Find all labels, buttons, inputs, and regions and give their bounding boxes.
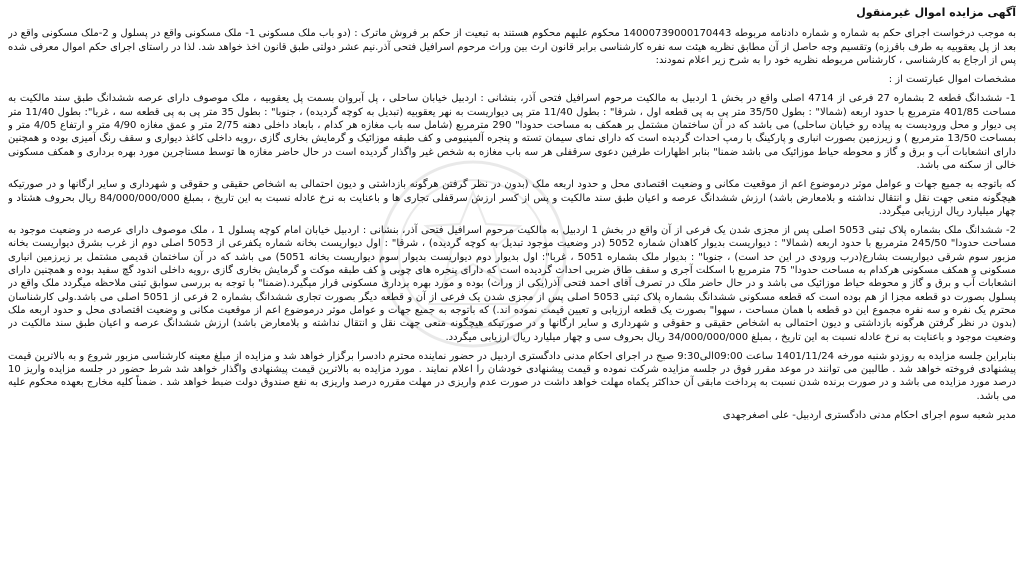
auction-session-notice: بنابراین جلسه مزایده به روزدو شنبه مورخه 1401/11/24 ساعت 09:00الی9:30 صبح در اجرای احکام مدنی دادگستری اردبیل در حضور نماینده محترم دادسرا برگزار خواهد شد و مزایده از مبلغ معینه کارشناسی مزبور شروع و به بالاترین قیمت پیشنهادی فروخته خواهد شد . طالبین می توانند در موعد مقرر فوق در جلسه مزایده شرکت نموده و قیمت پیشنهادی خودشان را اعلام نمایند . مورد مزایده به بالاترین قیمت پیشنهادی واگذار خواهد شد شرط حضور در جلسه مزایده واریز 10 درصد مورد مزایده می باشد و در صورت برنده شدن نسبت به پرداخت مابقی آن حداکثر یکماه مهلت خواهد داشت در صورت عدم واریزی در مهلت مقرره درصد واریزی به نفع صندوق دولت ضبط خواهد شد . ضمناً کلیه مخارج بعهده محکوم علیه می باشد.: [8, 350, 1016, 402]
property-item-1: 1- ششدانگ قطعه 2 بشماره 27 فرعی از 4714 اصلی واقع در بخش 1 اردبیل به مالکیت مرحوم اسرافیل فتحی آذر، بنشانی : اردبیل خیابان ساحلی ، پل آبروان بسمت پل یعقوبیه ، ملک موصوف دارای عرصه ششدانگ طبق سند مالکیت به مساحت 401/85 مترمربع با حدود اربعه (شمالا" : بطول 35/50 متر پی به پی قطعه اول ، شرقا" : بطول 11/40 متر پی دیواریست به نهر یعقوبیه (تبدیل به کوچه گردیده) ، جنوبا" : بطول 35 متر پی به پی قطعه سه ، غربا": بطول 11/40 متر پی دیوار و محل ورودیست به پیاده رو خیابان ساحلی) می باشد که در آن ساختمان مشتمل بر همکف به مساحت حدودا" 290 مترمربع (شامل سه باب مغازه هر کدام ، بابعاد داخلی دهنه 2/75 متر و عمق مغازه 4/90 متر و ارتفاع 4/05 متر و بمساحت 13/50 مترمربع ) و زیرزمین بصورت انباری و پارکینگ با رمپ احداث گردیده است که دارای نمای سیمان تسته و پنجره آلمینیومی و کف طبقه موزائیک و گرمایش بخاری گازی ،رویه داخلی کاغذ دیواری و سقف رنگ آمیزی بوده و همچنین دارای انشعابات آب و برق و گاز و محوطه حیاط موزائیک می باشد ضمنا" بنابر اظهارات طرفین دعوی سرقفلی هر سه باب مغازه به شخص غیر واگذار گردیده است در حال حاضر مغازه ها توسط مستاجرین مورد بهره برداری و همکف مسکونی خالی از سکنه می باشد.: [8, 93, 1016, 171]
property-specs-heading: مشخصات اموال عبارتست از :: [888, 74, 1016, 86]
document-title: آگهی مزایده اموال غیرمنقول: [856, 6, 1016, 19]
property-item-1-valuation: که باتوجه به جمیع جهات و عوامل موثر درموضوع اعم از موقعیت مکانی و وضعیت اقتصادی محل و حدود اربعه ملک (بدون در نظر گرفتن هرگونه بازداشتی و دیون احتمالی به اشخاص حقیقی و حقوقی و شهرداری و سایر ارگانها و در صورتیکه هیچگونه منعی جهت نقل و انتقال نداشته و بلامعارض باشد) ارزش ششدانگ عرصه و اعیان طبق سند مالکیت و پس از کسر ارزش سرقفلی تجاری ها و باعنایت به نرخ عادله نسبت به این تاریخ ، بمبلغ 84/000/000/000 ریال بحروف هشتاد و چهار میلیارد ریال ارزیابی میگردد.: [8, 179, 1016, 217]
property-item-2: 2- ششدانگ ملک بشماره پلاک ثبتی 5053 اصلی پس از مجزی شدن یک فرعی از آن واقع در بخش 1 اردبیل به مالکیت مرحوم اسرافیل فتحی آذر، بنشانی : اردبیل خیابان امام کوچه پسلول 1 ، ملک موصوف دارای عرصه در وضعیت موجود به مساحت حدودا" 245/50 مترمربع با حدود اربعه (شمالا" : دیواریست بدیوار کاهدان شماره 5052 (در وضعیت موجود تبدیل به کوچه گردیده) ، شرقا" : اول دیواریست بخانه شماره یکفرعی از 5053 اصلی دوم از غرب بشرق دیواریست بخانه مزبور سوم شرقی دیواریست بشارع(درب ورودی در این حد است) ، جنوبا" : بدیوار ملک بشماره 5051 ، غربا": اول بدیوار دوم دیواریست بدیوار سوم دیواریست بخانه 5051) می باشد که در آن ساختمان قدیمی مشتمل بر زیرزمین انباری مسکونی و همکف مسکونی هرکدام به مساحت حدودا" 75 مترمربع با اسکلت آجری و سقف طاق ضربی احداث گردیده است که دارای پنجره های چوبی و کف طبقه موکت و گرمایش بخاری گازی ،رویه داخلی اندود گچ سفید بوده و همچنین دارای انشعابات آب و برق و گاز و محوطه حیاط موزائیک می باشد و در حال حاضر ملک در تصرف آقای احمد فتحی آذر(یکی از وراث) بوده و مورد بهره برداری مسکونی قرار میگیرد.(ضمنا" با توجه به بررسی سوابق ثبتی ملاحظه میگردد ملک واقع در پسلول بصورت دو قطعه مجزا از هم بوده است که قطعه مسکونی ششدانگ بشماره پلاک ثبتی 5053 اصلی پس از مجزی شدن یک فرعی از آن و قطعه دیگر بصورت تجاری ششدانگ بشماره 2 فرعی از 5051 اصلی می باشد.ولی کارشناسان محترم یک نفره و سه نفره مجموع این دو قطعه با همان مساحت ، سهوا" بصورت یک قطعه ارزیابی و تعیین قیمت نموده اند.) که باتوجه به جمیع جهات و عوامل موثر درموضوع اعم از موقعیت مکانی و وضعیت اقتصادی محل و حدود اربعه ملک (بدون در نظر گرفتن هرگونه بازداشتی و دیون احتمالی به اشخاص حقیقی و حقوقی و شهرداری و سایر ارگانها و در صورتیکه هیچگونه منعی جهت نقل و انتقال نداشته و بلامعارض باشد) ارزش ششدانگ عرصه و اعیان طبق سند مالکیت در وضعیت موجود و باعنایت به نرخ عادله نسبت به این تاریخ ، بمبلغ 34/000/000/000 ریال بحروف سی و چهار میلیارد ریال ارزیابی میگردد.: [8, 225, 1016, 343]
auction-notice-document: [8, 4, 1016, 564]
signature-line: مدیر شعبه سوم اجرای احکام مدنی دادگستری اردبیل- علی اصغرجهدی: [722, 410, 1016, 422]
intro-paragraph: به موجب درخواست اجرای حکم به شماره و شماره دادنامه مربوطه 14000739000170443 محکوم علیهم محکوم هستند به تبعیت از حکم بر فروش ماترک : (دو باب ملک مسکونی 1- ملک مسکونی واقع در پسلول و 2-ملک مسکونی واقع در بعد از پل یعقوبیه به طرف باقرزه) وتقسیم وجه حاصل از آن مطابق نظریه هیئت سه نفره کارشناسی برابر قانون ارث بین وراث مرحوم اسرافیل فتحی آذر.نیم عشر دولتی طبق قانون اخذ خواهد شد. لذا در راستای اجرای حکم اموال معرفی شده پس از ارجاع به کارشناسی ، کارشناس مربوطه نظریه خود را به شرح زیر اعلام نمودند:: [8, 28, 1016, 66]
